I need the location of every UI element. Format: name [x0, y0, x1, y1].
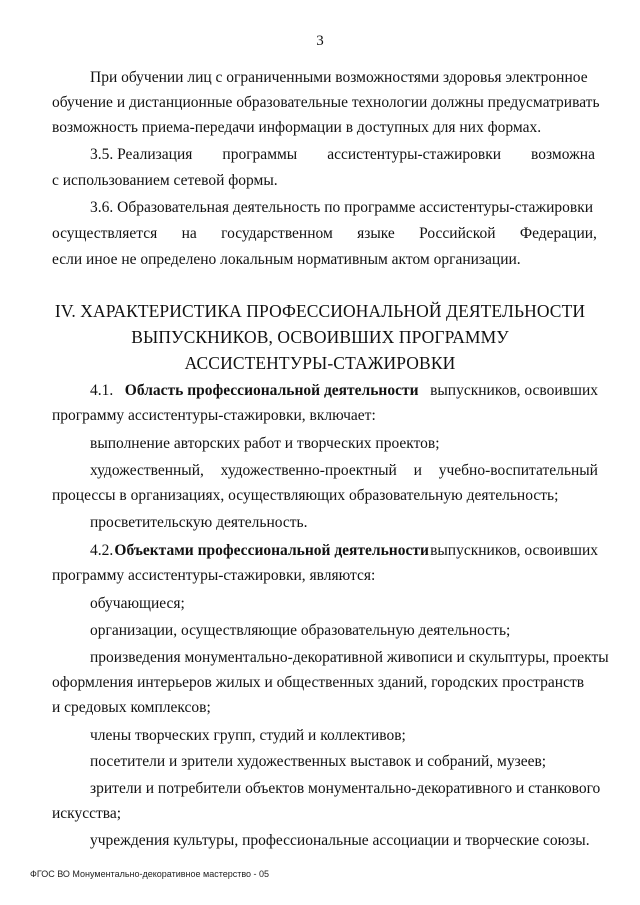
word: Федерации, — [519, 225, 597, 242]
page-number: 3 — [316, 33, 324, 49]
word: Российской — [419, 225, 496, 242]
section-heading: АССИСТЕНТУРЫ-СТАЖИРОВКИ — [184, 353, 456, 373]
list-item: учреждения культуры, профессиональные ассоциации и творческие союзы. — [90, 832, 590, 849]
word: ассистентуры-стажировки — [327, 146, 502, 163]
clause-text: выпускников, освоивших — [430, 382, 598, 399]
paragraph-line: программу ассистентуры-стажировки, включает: — [52, 407, 376, 424]
clause-text: выпускников, освоивших — [430, 542, 598, 559]
list-item-continuation: процессы в организациях, осуществляющих образовательную деятельность; — [52, 487, 559, 504]
list-item: произведения монументально-декоративной живописи и скульптуры, проекты — [90, 649, 609, 666]
bold-term: Объектами профессиональной деятельности — [114, 542, 429, 559]
paragraph-line-justified — [90, 381, 598, 401]
paragraph-line-justified — [90, 541, 598, 561]
paragraph-line: 3.6. Образовательная деятельность по программе ассистентуры-стажировки — [90, 199, 594, 216]
word: 3.5. Реализация — [90, 146, 193, 163]
paragraph-line: При обучении лиц с ограниченными возможностями здоровья электронное — [90, 69, 588, 86]
word: художественный, — [90, 462, 204, 479]
clause-number: 4.2. — [90, 542, 114, 559]
list-item-continuation: оформления интерьеров жилых и общественных зданий, городских пространств — [52, 674, 585, 691]
section-heading: ВЫПУСКНИКОВ, ОСВОИВШИХ ПРОГРАММУ — [131, 327, 509, 347]
bold-term: Область профессиональной деятельности — [124, 382, 419, 399]
page-footer: ФГОС ВО Монументально-декоративное мастерство - 05 — [30, 869, 270, 879]
paragraph-line: обучение и дистанционные образовательные технологии должны предусматривать — [52, 94, 600, 111]
paragraph-line-justified — [90, 145, 595, 165]
list-item-continuation: и средовых комплексов; — [52, 699, 211, 716]
paragraph-line: если иное не определено локальным нормативным актом организации. — [52, 251, 521, 268]
word: государственном — [221, 225, 333, 242]
word: программы — [222, 146, 298, 163]
list-item-justified — [90, 461, 598, 481]
paragraph-line: программу ассистентуры-стажировки, являются: — [52, 567, 376, 584]
list-item: обучающиеся; — [90, 595, 185, 612]
list-item: посетители и зрители художественных выставок и собраний, музеев; — [90, 753, 547, 770]
section-heading: IV. ХАРАКТЕРИСТИКА ПРОФЕССИОНАЛЬНОЙ ДЕЯТЕЛЬНОСТИ — [54, 301, 586, 321]
clause-number: 4.1. — [90, 382, 114, 399]
word: на — [181, 225, 197, 242]
word: возможна — [531, 146, 595, 163]
word: осуществляется — [52, 225, 158, 242]
word: и — [413, 462, 422, 479]
list-item: зрители и потребители объектов монументально-декоративного и станкового — [90, 780, 601, 797]
word: языке — [357, 225, 395, 242]
word: учебно-воспитательный — [438, 462, 598, 479]
list-item: выполнение авторских работ и творческих проектов; — [90, 435, 440, 452]
list-item: члены творческих групп, студий и коллективов; — [90, 727, 406, 744]
paragraph-line: возможность приема-передачи информации в доступных для них формах. — [52, 119, 542, 136]
paragraph-line: с использованием сетевой формы. — [52, 172, 278, 189]
word: художественно-проектный — [220, 462, 397, 479]
paragraph-line-justified — [52, 224, 597, 244]
list-item-continuation: искусства; — [52, 805, 122, 822]
list-item: просветительскую деятельность. — [90, 514, 308, 531]
list-item: организации, осуществляющие образовательную деятельность; — [90, 622, 511, 639]
